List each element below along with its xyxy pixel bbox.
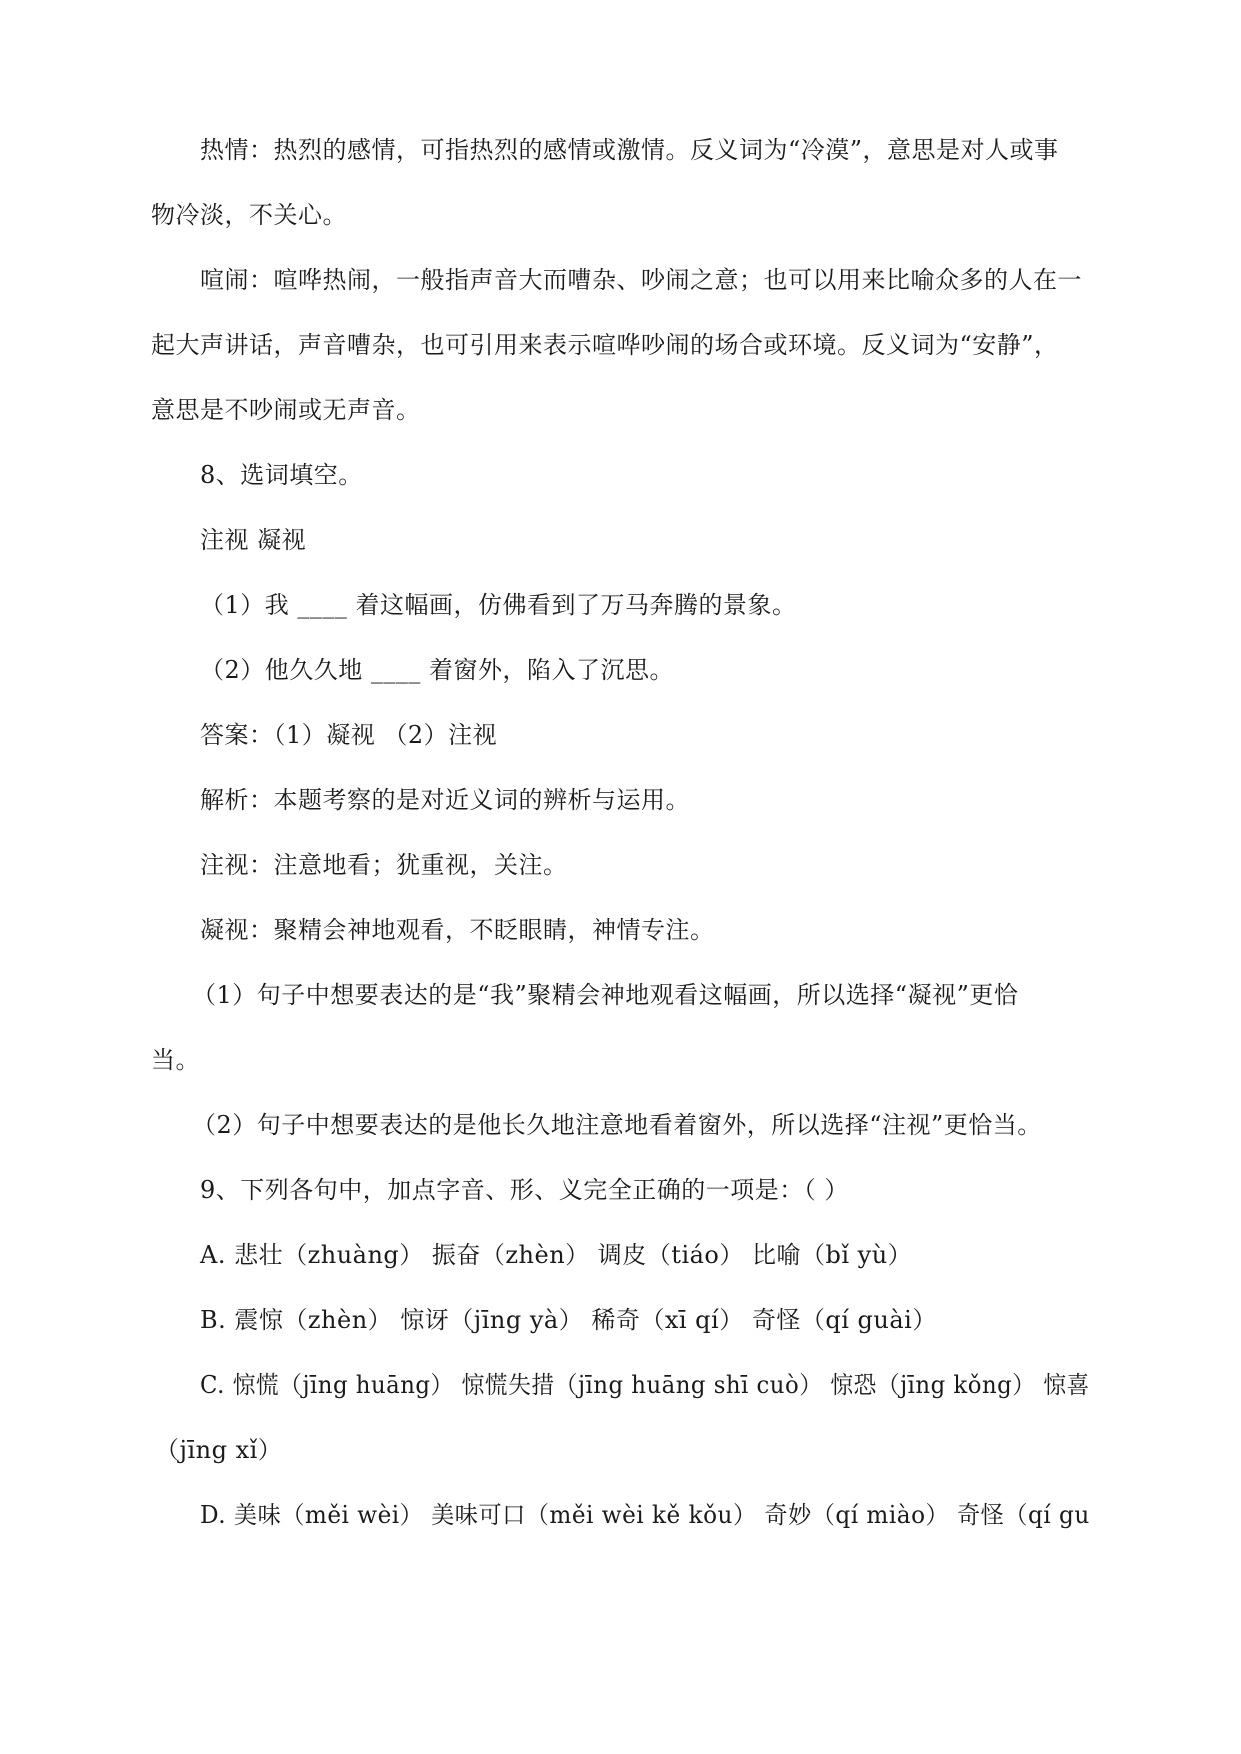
option-b: B. 震惊（zhèn） 惊讶（jīng yà） 稀奇（xī qí） 奇怪（qí guài） — [200, 1306, 937, 1334]
text-line: 意思是不吵闹或无声音。 — [151, 396, 421, 424]
definition-line: 注视：注意地看；犹重视，关注。 — [200, 851, 568, 879]
text-line: 起大声讲话，声音嘈杂，也可引用来表示喧哗吵闹的场合或环境。反义词为“安静”， — [151, 331, 1059, 359]
word-choices: 注视 凝视 — [200, 526, 307, 554]
explanation-line: （1）句子中想要表达的是“我”聚精会神地观看这幅画，所以选择“凝视”更恰 — [192, 981, 1019, 1009]
question-item: （1）我 ____ 着这幅画，仿佛看到了万马奔腾的景象。 — [200, 591, 797, 619]
option-c-continued: （jīng xǐ） — [155, 1436, 283, 1464]
text-line: 物冷淡，不关心。 — [151, 201, 347, 229]
explanation-line: （2）句子中想要表达的是他长久地注意地看着窗外，所以选择“注视”更恰当。 — [192, 1111, 1042, 1139]
option-d: D. 美味（měi wèi） 美味可口（měi wèi kě kǒu） 奇妙（qí miào） 奇怪（qí gu — [200, 1501, 1090, 1529]
text-line: 喧闹：喧哗热闹，一般指声音大而嘈杂、吵闹之意；也可以用来比喻众多的人在一 — [200, 266, 1082, 294]
option-c: C. 惊慌（jīng huāng） 惊慌失措（jīng huāng shī cuò） 惊恐（jīng kǒng） 惊喜 — [200, 1371, 1090, 1399]
explanation-line: 当。 — [151, 1046, 200, 1074]
definition-line: 凝视：聚精会神地观看，不眨眼睛，神情专注。 — [200, 916, 715, 944]
answer-line: 答案：（1）凝视 （2）注视 — [200, 721, 498, 749]
option-a: A. 悲壮（zhuàng） 振奋（zhèn） 调皮（tiáo） 比喻（bǐ yù） — [200, 1241, 913, 1269]
question-heading: 8、选词填空。 — [200, 461, 363, 489]
analysis-line: 解析：本题考察的是对近义词的辨析与运用。 — [200, 786, 690, 814]
question-item: （2）他久久地 ____ 着窗外，陷入了沉思。 — [200, 656, 675, 684]
text-line: 热情：热烈的感情，可指热烈的感情或激情。反义词为“冷漠”，意思是对人或事 — [200, 136, 1059, 164]
question-heading: 9、下列各句中，加点字音、形、义完全正确的一项是：（ ） — [200, 1176, 849, 1204]
